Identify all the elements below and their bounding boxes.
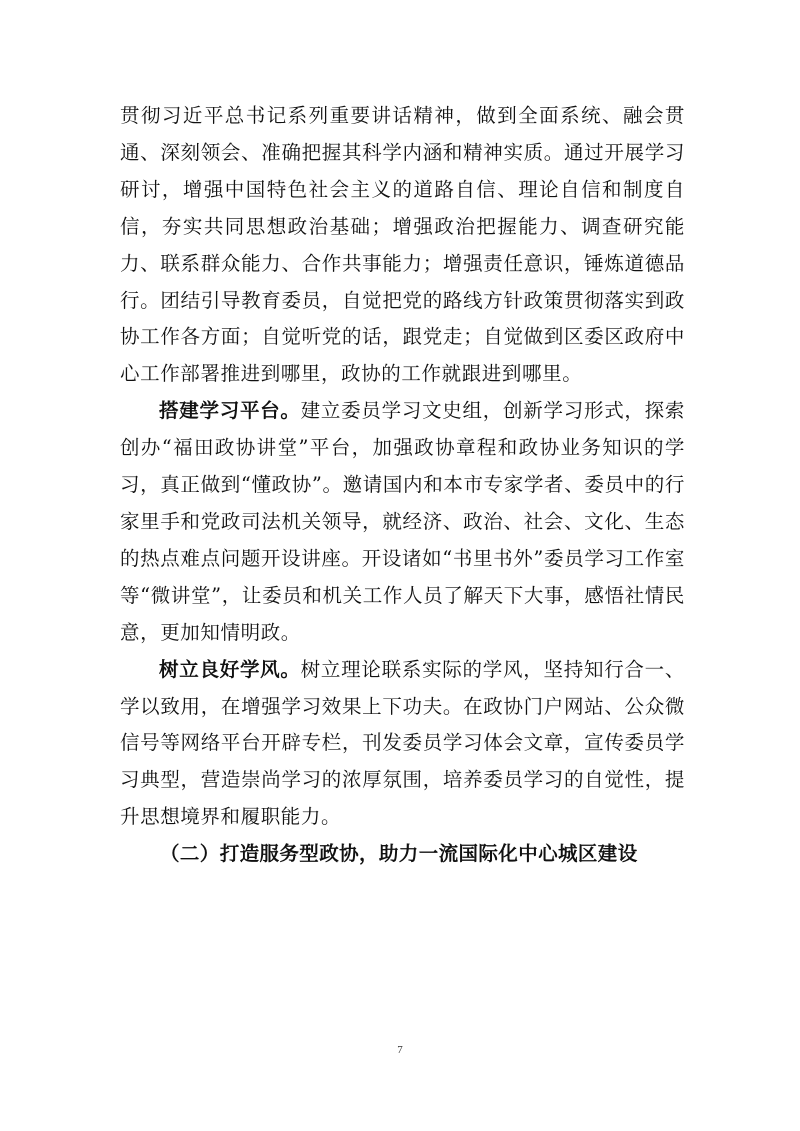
paragraph-lead-heading: 搭建学习平台。 <box>159 399 301 423</box>
paragraph-learning-platform <box>120 393 685 651</box>
paragraph-continuation <box>120 98 685 393</box>
paragraph-study-style <box>120 652 685 837</box>
paragraph-lead-heading: 树立良好学风。 <box>159 657 301 681</box>
paragraph-text: 建立委员学习文史组，创新学习形式，探索创办“福田政协讲堂”平台，加强政协章程和政协业务知识的学习，真正做到“懂政协”。邀请国内和本市专家学者、委员中的行家里手和党政司法机关领导，就经济、政治、社会、文化、生态的热点难点问题开设讲座。开设诸如“书里书外”委员学习工作室等“微讲堂”，让委员和机关工作人员了解天下大事，感悟社情民意，更加知情明政。 <box>120 399 685 644</box>
section-heading: （二）打造服务型政协，助力一流国际化中心城区建设 <box>160 842 638 866</box>
page-number: 7 <box>397 1044 403 1056</box>
document-body <box>120 98 685 873</box>
paragraph-text: 贯彻习近平总书记系列重要讲话精神，做到全面系统、融会贯通、深刻领会、准确把握其科学内涵和精神实质。通过开展学习研讨，增强中国特色社会主义的道路自信、理论自信和制度自信，夯实共同思想政治基础；增强政治把握能力、调查研究能力、联系群众能力、合作共事能力；增强责任意识，锤炼道德品行。团结引导教育委员，自觉把党的路线方针政策贯彻落实到政协工作各方面；自觉听党的话，跟党走；自觉做到区委区政府中心工作部署推进到哪里，政协的工作就跟进到哪里。 <box>120 104 685 386</box>
paragraph-text: 树立理论联系实际的学风，坚持知行合一、学以致用，在增强学习效果上下功夫。在政协门户网站、公众微信号等网络平台开辟专栏，刊发委员学习体会文章，宣传委员学习典型，营造崇尚学习的浓厚氛围，培养委员学习的自觉性，提升思想境界和履职能力。 <box>120 657 685 829</box>
